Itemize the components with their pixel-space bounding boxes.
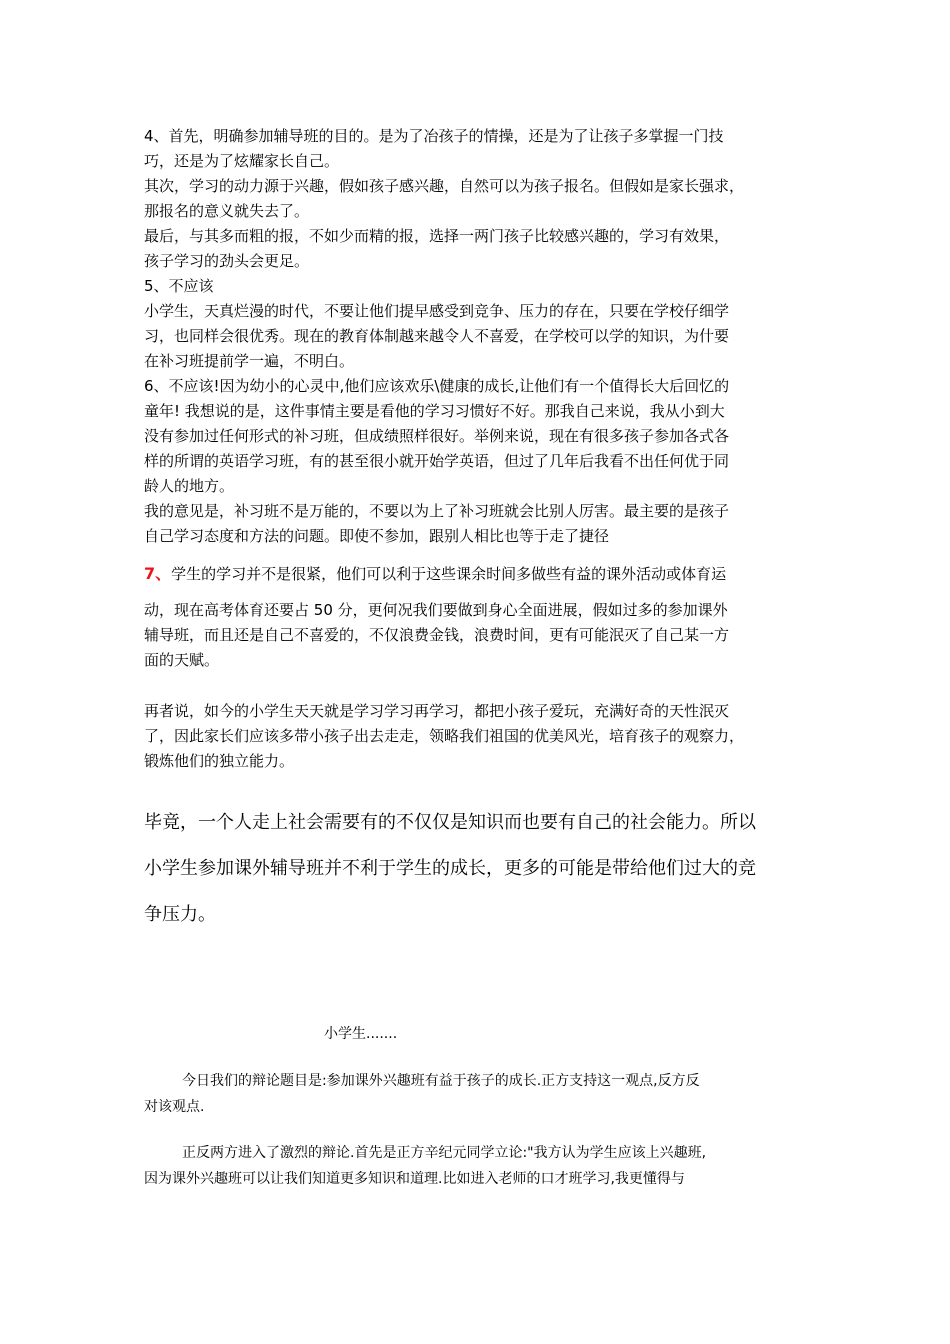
text-line: 没有参加过任何形式的补习班，但成绩照样很好。举例来说，现在有很多孩子参加各式各	[144, 427, 730, 445]
text-line: 再者说，如今的小学生天天就是学习学习再学习，都把小孩子爱玩，充满好奇的天性泯灭	[144, 702, 730, 720]
text-line: 最后，与其多而粗的报，不如少而精的报，选择一两门孩子比较感兴趣的，学习有效果，	[144, 227, 730, 245]
text-fragment: 学生的学习并不是很紧，他们可以利于这些课余时间多做些有益的课外活动或体育运	[171, 565, 727, 583]
text-line: 了，因此家长们应该多带小孩子出去走走，领略我们祖国的优美风光，培育孩子的观察力，	[144, 727, 745, 745]
text-line: 龄人的地方。	[144, 477, 235, 495]
text-line: 争压力。	[144, 904, 216, 925]
text-line: 辅导班，而且还是自己不喜爱的，不仅浪费金钱，浪费时间，更有可能泯灭了自己某一方	[144, 626, 730, 644]
text-line: 锻炼他们的独立能力。	[144, 752, 295, 770]
text-line: 5、不应该	[144, 277, 214, 295]
text-line: 小学生参加课外辅导班并不利于学生的成长，更多的可能是带给他们过大的竞	[144, 858, 756, 879]
text-line: 小学生，天真烂漫的时代，不要让他们提早感受到竞争、压力的存在，只要在学校仔细学	[144, 302, 730, 320]
text-line: 动，现在高考体育还要占 50 分，更何况我们要做到身心全面进展，假如过多的参加课外	[144, 601, 728, 619]
text-line: 童年! 我想说的是，这件事情主要是看他的学习习惯好不好。那我自己来说，我从小到大	[144, 402, 725, 420]
text-line	[144, 561, 812, 587]
section-f-paragraph	[144, 1140, 812, 1192]
text-line: 毕竟，一个人走上社会需要有的不仅仅是知识而也要有自己的社会能力。所以	[144, 812, 756, 833]
text-line: 样的所谓的英语学习班，有的甚至很小就开始学英语，但过了几年后我看不出任何优于同	[144, 452, 730, 470]
text-line: 习，也同样会很优秀。现在的教育体制越来越令人不喜爱，在学校可以学的知识，为什要	[144, 327, 730, 345]
section-d-paragraph	[144, 800, 812, 938]
section-b-first-line	[144, 561, 812, 587]
text-line: 今日我们的辩论题目是:参加课外兴趣班有益于孩子的成长.正方支持这一观点,反方反	[182, 1073, 700, 1089]
section-a-paragraphs	[144, 124, 812, 549]
text-line: 正反两方进入了激烈的辩论.首先是正方辛纪元同学立论:"我方认为学生应该上兴趣班,	[182, 1145, 707, 1161]
text-line: 那报名的意义就失去了。	[144, 202, 310, 220]
text-line: 面的天赋。	[144, 651, 220, 669]
text-line: 在补习班提前学一遍，不明白。	[144, 352, 355, 370]
text-line: 4、首先，明确参加辅导班的目的。是为了冶孩子的情操，还是为了让孩子多掌握一门技	[144, 127, 724, 145]
text-line: 我的意见是，补习班不是万能的，不要以为上了补习班就会比别人厉害。最主要的是孩子	[144, 502, 730, 520]
subtitle-text: 小学生.......	[324, 1026, 398, 1042]
item-number: 7、	[144, 564, 172, 583]
text-line: 其次，学习的动力源于兴趣，假如孩子感兴趣，自然可以为孩子报名。但假如是家长强求，	[144, 177, 745, 195]
text-line: 巧，还是为了炫耀家长自己。	[144, 152, 340, 170]
section-e-paragraph	[144, 1068, 812, 1120]
text-line: 6、不应该!因为幼小的心灵中,他们应该欢乐\健康的成长,让他们有一个值得长大后回忆的	[144, 377, 730, 395]
section-b-paragraph	[144, 598, 812, 673]
text-line: 孩子学习的劲头会更足。	[144, 252, 310, 270]
text-line: 自己学习态度和方法的问题。即使不参加，跟别人相比也等于走了捷径	[144, 527, 610, 545]
text-line: 因为课外兴趣班可以让我们知道更多知识和道理.比如进入老师的口才班学习,我更懂得与	[144, 1171, 685, 1187]
section-c-paragraph	[144, 699, 812, 774]
text-line: 对该观点.	[144, 1099, 205, 1115]
subtitle	[324, 1021, 624, 1047]
